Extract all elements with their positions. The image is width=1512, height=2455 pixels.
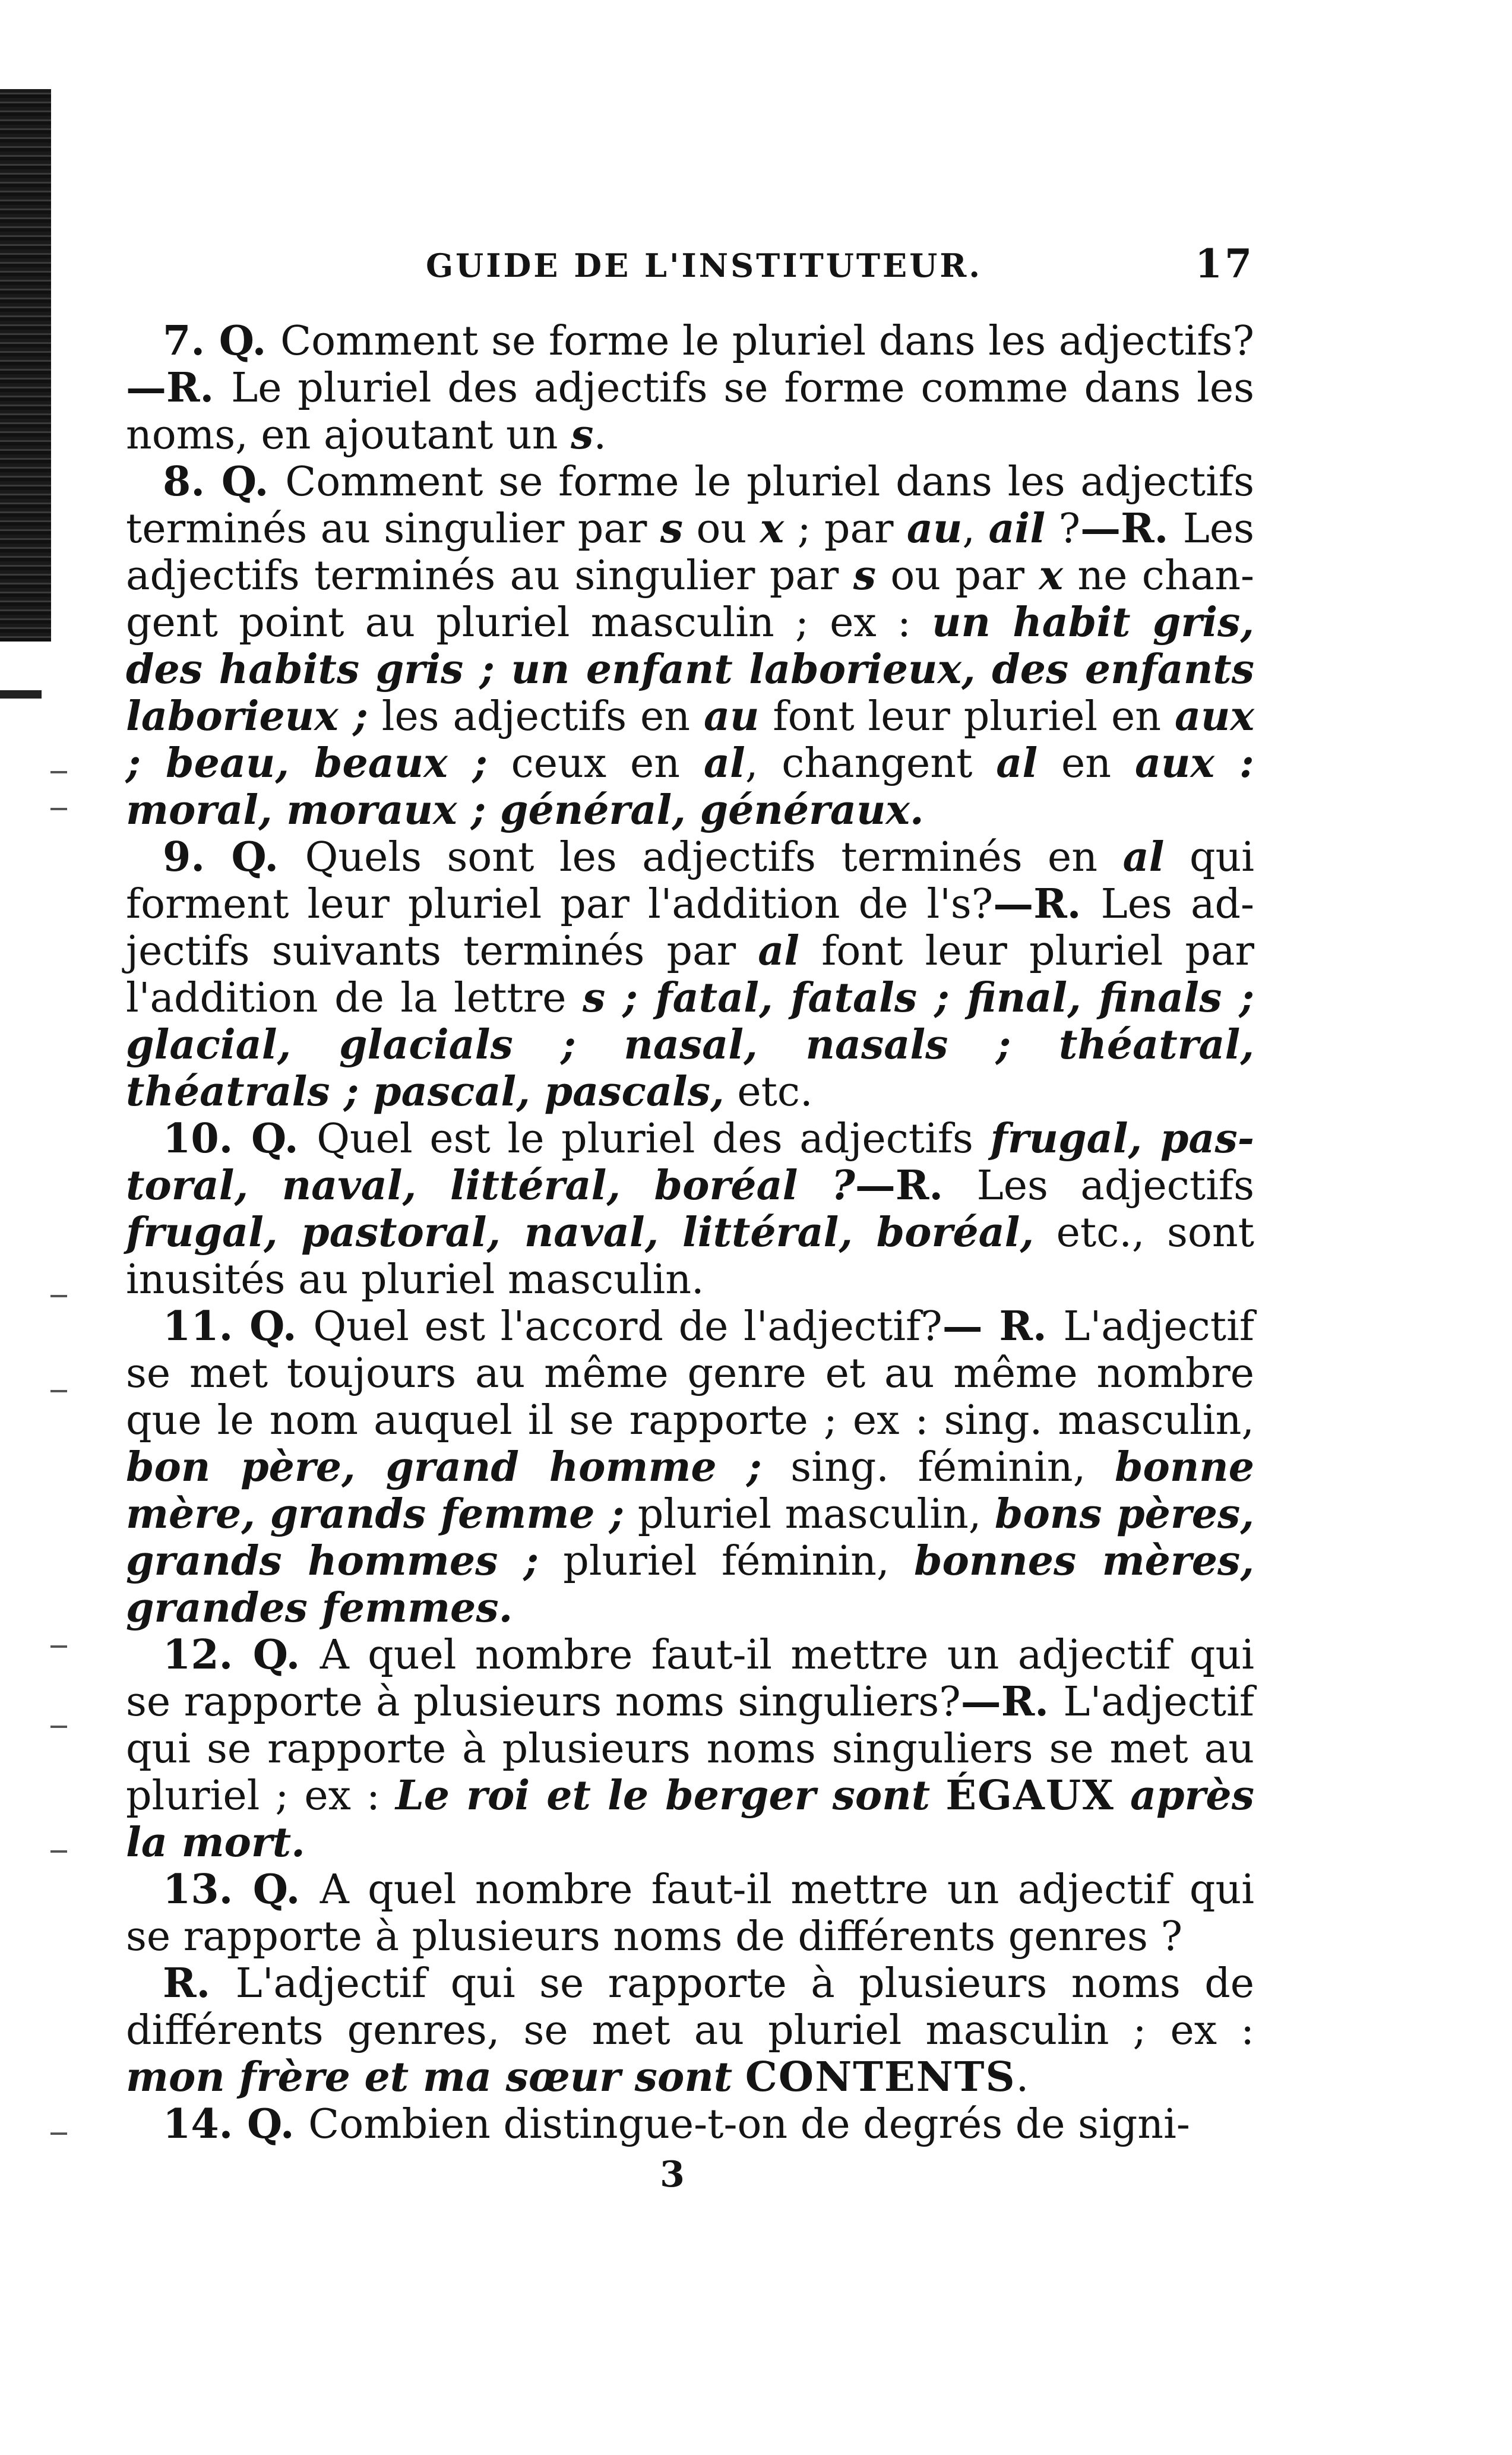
paragraph-text: Le pluriel des adjectifs se forme comme dans les noms, en ajoutant un bbox=[126, 365, 1255, 459]
margin-mark bbox=[50, 808, 67, 810]
running-title: GUIDE DE L'INSTITUTEUR. bbox=[426, 247, 982, 285]
question-number: 7. Q. bbox=[163, 317, 281, 365]
italic-example: bons pères, grands hommes ; bbox=[126, 1490, 1254, 1585]
question-paragraph bbox=[126, 318, 1254, 459]
paragraph-text: etc. bbox=[724, 1069, 813, 1116]
paragraph-text: Quel est le pluriel des adjectifs bbox=[317, 1116, 991, 1162]
running-header bbox=[126, 241, 1254, 294]
paragraph-text: , changent bbox=[745, 740, 997, 787]
italic-example: au bbox=[704, 693, 760, 740]
question-paragraph bbox=[126, 1632, 1254, 1866]
paragraph-text: ceux en bbox=[487, 740, 704, 787]
question-number: 9. Q. bbox=[163, 833, 305, 881]
italic-example: ail bbox=[988, 505, 1046, 552]
paragraph-text: ou par bbox=[875, 552, 1039, 599]
italic-example: bon père, grand homme ; bbox=[126, 1443, 762, 1491]
paragraph-text: L'adjectif qui se rapporte à plusieurs noms singuliers se met au pluriel ; ex : bbox=[126, 1679, 1254, 1819]
paragraph-text: pluriel féminin, bbox=[538, 1538, 914, 1585]
question-number: 10. Q. bbox=[163, 1115, 317, 1162]
paragraph-text: Comment se forme le pluriel dans les adjectifs terminés au singulier par bbox=[126, 459, 1254, 552]
question-paragraph bbox=[126, 459, 1254, 834]
paragraph-text: Quel est l'accord de l'adjectif? bbox=[313, 1303, 942, 1350]
margin-mark bbox=[50, 771, 67, 773]
paragraph-text: Combien distingue-t-on de degrés de signi- bbox=[308, 2101, 1190, 2148]
catechism-text bbox=[126, 318, 1254, 2148]
italic-example: s ; fatal, fatals ; final, finals ; glacial, glacials ; nasal, nasals ; théatral, théatrals ; pascal, pascals, bbox=[126, 974, 1254, 1116]
question-paragraph bbox=[126, 1303, 1254, 1632]
paragraph-text: ou bbox=[683, 505, 760, 552]
paragraph-text bbox=[1115, 1772, 1130, 1819]
paragraph-text: pluriel masculin, bbox=[624, 1491, 995, 1538]
signature-mark: 3 bbox=[660, 2154, 685, 2195]
question-paragraph bbox=[126, 1960, 1254, 2101]
margin-mark bbox=[50, 2132, 67, 2135]
italic-example: frugal, pastoral, naval, littéral, boréal ? bbox=[126, 1115, 1255, 1209]
binding-mark bbox=[0, 690, 42, 699]
question-number: 11. Q. bbox=[163, 1303, 314, 1350]
italic-example: après la mort. bbox=[126, 1772, 1254, 1866]
italic-example: x bbox=[1039, 552, 1063, 599]
response-marker: —R. bbox=[960, 1678, 1064, 1726]
italic-example: s bbox=[853, 552, 876, 599]
small-caps-word: CONTENTS bbox=[745, 2053, 1016, 2101]
paragraph-text: A quel nombre faut-il mettre un adjectif qui se rapporte à plusieurs noms de différents genres ? bbox=[126, 1866, 1255, 1960]
italic-example: mon frère et ma sœur sont bbox=[126, 2053, 733, 2101]
paragraph-text: Les adjectifs bbox=[976, 1162, 1255, 1209]
paragraph-text bbox=[930, 1772, 945, 1819]
paragraph-text: ? bbox=[1045, 505, 1081, 552]
response-marker: — R. bbox=[942, 1303, 1064, 1350]
paragraph-text: qui forment leur pluriel par l'addition de l's? bbox=[126, 834, 1255, 928]
question-number: 13. Q. bbox=[163, 1866, 320, 1913]
italic-example: s bbox=[571, 411, 594, 459]
paragraph-text: L'adjectif qui se rapporte à plusieurs noms de différents genres, se met au pluriel masculin ; ex : bbox=[126, 1960, 1254, 2054]
paragraph-text: font leur pluriel par l'addition de la lettre bbox=[126, 928, 1254, 1022]
paragraph-text bbox=[732, 2054, 745, 2101]
italic-example: al bbox=[996, 740, 1038, 787]
margin-mark bbox=[50, 1726, 67, 1728]
margin-mark bbox=[50, 1390, 67, 1392]
margin-mark bbox=[50, 1850, 67, 1853]
paragraph-text: ; par bbox=[784, 505, 907, 552]
paragraph-text: A quel nombre faut-il mettre un adjectif qui se rapporte à plusieurs noms singuliers? bbox=[126, 1632, 1255, 1726]
italic-example: aux ; beau, beaux ; bbox=[126, 693, 1254, 787]
question-number: 14. Q. bbox=[163, 2100, 309, 2148]
margin-mark bbox=[50, 1295, 67, 1297]
paragraph-text: font leur pluriel en bbox=[759, 693, 1175, 740]
italic-example: al bbox=[1122, 833, 1165, 881]
paragraph-text: Comment se forme le pluriel dans les adjectifs? bbox=[280, 318, 1255, 365]
question-paragraph bbox=[126, 1866, 1254, 1960]
response-marker: —R. bbox=[1080, 505, 1183, 552]
question-paragraph bbox=[126, 2101, 1254, 2148]
question-number: 12. Q. bbox=[163, 1631, 320, 1679]
paragraph-text: Quels sont les adjectifs terminés en bbox=[305, 834, 1123, 881]
italic-example: au bbox=[906, 505, 963, 552]
paragraph-text: Les adjectifs terminés au singulier par bbox=[126, 505, 1255, 599]
italic-example: s bbox=[660, 505, 684, 552]
paragraph-text: en bbox=[1037, 740, 1135, 787]
italic-example: aux : moral, moraux ; général, généraux. bbox=[126, 740, 1254, 834]
question-paragraph bbox=[126, 1116, 1254, 1303]
binding-edge bbox=[0, 89, 51, 642]
italic-example: al bbox=[758, 927, 800, 975]
paragraph-text: Les adjectifs suivants terminés par bbox=[126, 881, 1255, 975]
paragraph-text: les adjectifs en bbox=[368, 693, 704, 740]
italic-example: bonne mère, grands femme ; bbox=[126, 1443, 1255, 1538]
paragraph-text: . bbox=[1016, 2054, 1029, 2101]
paragraph-text: ne changent point au pluriel masculin ; ex : bbox=[126, 552, 1255, 646]
paragraph-text: etc., sont inusités au pluriel masculin. bbox=[126, 1209, 1254, 1303]
small-caps-word: ÉGAUX bbox=[945, 1772, 1115, 1819]
paragraph-text: L'adjectif se met toujours au même genre et au même nombre que le nom auquel il se rapporte ; ex : sing. masculin, bbox=[126, 1303, 1254, 1444]
question-paragraph bbox=[126, 834, 1254, 1116]
response-marker: —R. bbox=[126, 364, 232, 412]
italic-example: frugal, pastoral, naval, littéral, boréal, bbox=[126, 1209, 1035, 1256]
response-marker: R. bbox=[163, 1960, 236, 2007]
response-marker: —R. bbox=[993, 880, 1101, 928]
italic-example: un habit gris, des habits gris ; un enfant laborieux, des enfants laborieux ; bbox=[126, 599, 1254, 740]
paragraph-text: , bbox=[962, 505, 989, 552]
margin-mark bbox=[50, 1645, 67, 1648]
italic-example: Le roi et le berger sont bbox=[395, 1772, 931, 1819]
paragraph-text: . bbox=[593, 412, 607, 459]
question-number: 8. Q. bbox=[163, 458, 286, 505]
italic-example: bonnes mères, grandes femmes. bbox=[126, 1537, 1254, 1632]
italic-example: al bbox=[703, 740, 745, 787]
book-page bbox=[126, 241, 1254, 2195]
response-marker: —R. bbox=[855, 1162, 977, 1209]
page-number: 17 bbox=[1195, 241, 1254, 287]
italic-example: x bbox=[760, 505, 785, 552]
paragraph-text: sing. féminin, bbox=[761, 1444, 1115, 1491]
